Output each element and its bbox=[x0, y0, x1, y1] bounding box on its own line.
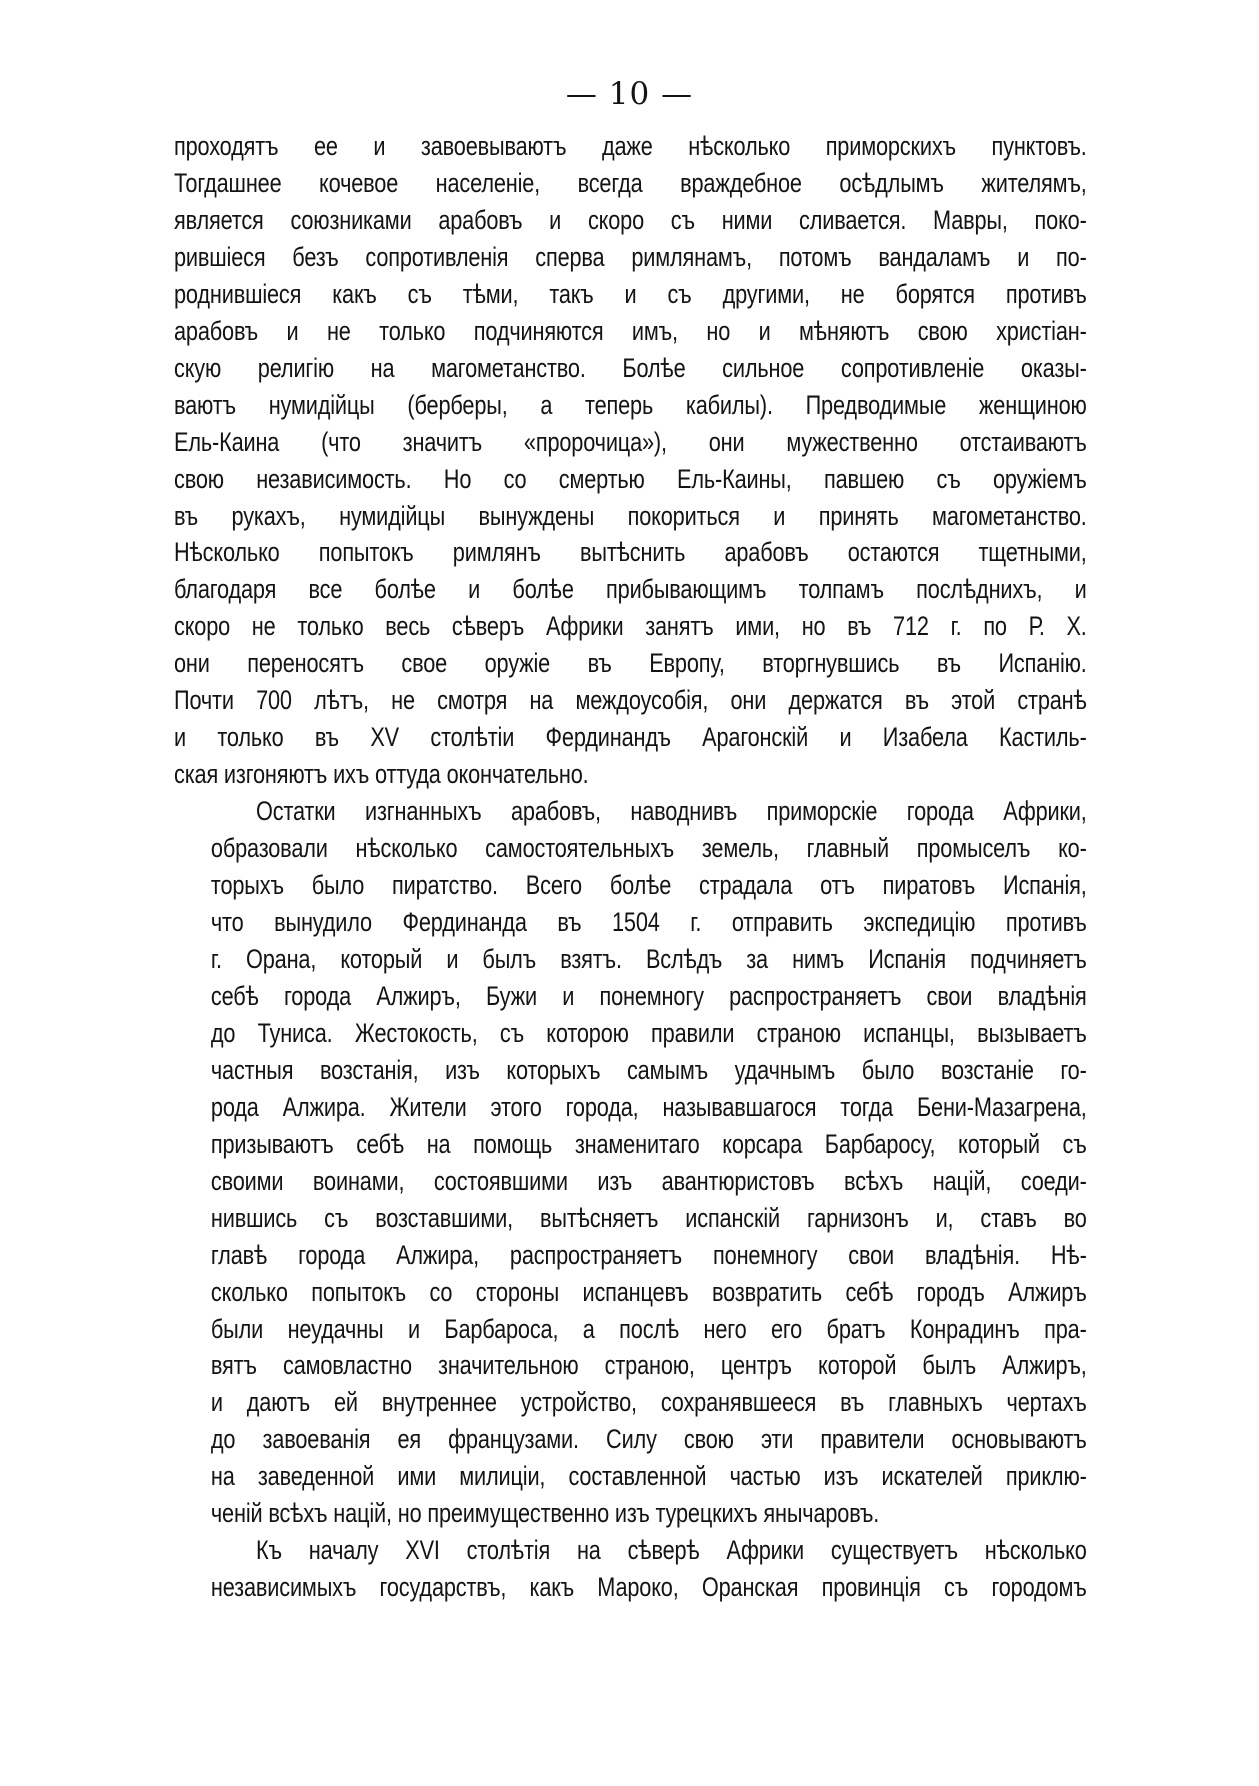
text-line: до завоеванія ея французами. Силу свою эти правители основываютъ bbox=[210, 1424, 1087, 1455]
page-number: — 10 — bbox=[565, 76, 694, 112]
text-line: Нѣсколько попытокъ римлянъ вытѣснить арабовъ остаются тщетными, bbox=[174, 537, 1087, 568]
text-line: благодаря все болѣе и болѣе прибывающимъ толпамъ послѣднихъ, и bbox=[174, 574, 1087, 605]
text-line: торыхъ было пиратство. Всего болѣе страдала отъ пиратовъ Испанія, bbox=[210, 870, 1087, 901]
text-line: свою независимость. Но со смертью Ель-Каины, павшею съ оружіемъ bbox=[174, 463, 1087, 494]
text-line: проходятъ ее и завоевываютъ даже нѣсколько приморскихъ пунктовъ. bbox=[174, 131, 1087, 161]
text-line: нившись съ возставшими, вытѣсняетъ испанскій гарнизонъ и, ставъ во bbox=[210, 1202, 1087, 1233]
text-line: призываютъ себѣ на помощь знаменитаго корсара Барбаросу, который съ bbox=[210, 1128, 1087, 1159]
text-line: были неудачны и Барбароса, а послѣ него его братъ Конрадинъ пра- bbox=[210, 1313, 1087, 1344]
text-line: частныя возстанія, изъ которыхъ самымъ удачнымъ было возстаніе го- bbox=[210, 1054, 1087, 1085]
text-line: сколько попытокъ со стороны испанцевъ возвратить себѣ городъ Алжиръ bbox=[210, 1276, 1087, 1307]
text-line: скую религію на магометанство. Болѣе сильное сопротивленіе оказы- bbox=[174, 352, 1087, 383]
text-line: на заведенной ими милиціи, составленной частью изъ искателей приклю- bbox=[210, 1461, 1087, 1492]
text-line: главѣ города Алжира, распространяетъ понемногу свои владѣнія. Нѣ- bbox=[210, 1239, 1087, 1270]
text-line: что вынудило Фердинанда въ 1504 г. отправить экспедицію противъ bbox=[210, 907, 1087, 938]
text-line: Къ началу XVI столѣтія на сѣверѣ Африки существуетъ нѣсколько bbox=[256, 1535, 1087, 1566]
text-line: и только въ XV столѣтіи Фердинандъ Арагонскій и Изабела Кастиль- bbox=[174, 722, 1087, 753]
text-line: и даютъ ей внутреннее устройство, сохранявшееся въ главныхъ чертахъ bbox=[210, 1387, 1087, 1418]
text-line: въ рукахъ, нумидійцы вынуждены покориться и принять магометанство. bbox=[174, 500, 1087, 531]
text-line: они переносятъ свое оружіе въ Европу, вторгнувшись въ Испанію. bbox=[174, 648, 1087, 679]
text-line: себѣ города Алжиръ, Бужи и понемногу распространяетъ свои владѣнія bbox=[210, 980, 1087, 1011]
body-text bbox=[174, 128, 1087, 1606]
text-line: арабовъ и не только подчиняются имъ, но и мѣняютъ свою христіан- bbox=[174, 315, 1087, 346]
text-column bbox=[174, 128, 1087, 1606]
text-line: ская изгоняютъ ихъ оттуда окончательно. bbox=[174, 759, 589, 790]
text-line: является союзниками арабовъ и скоро съ ними сливается. Мавры, поко- bbox=[174, 204, 1087, 235]
text-line: скоро не только весь сѣверъ Африки занятъ ими, но въ 712 г. по Р. Х. bbox=[174, 611, 1087, 642]
text-line: Почти 700 лѣтъ, не смотря на междоусобія, они держатся въ этой странѣ bbox=[174, 685, 1087, 716]
text-line: независимыхъ государствъ, какъ Мароко, Оранская провинція съ городомъ bbox=[210, 1572, 1087, 1603]
text-line: до Туниса. Жестокость, съ которою правили страною испанцы, вызываетъ bbox=[210, 1017, 1087, 1048]
text-line: роднившіеся какъ съ тѣми, такъ и съ другими, не борятся противъ bbox=[174, 278, 1087, 309]
text-line: ваютъ нумидійцы (берберы, а теперь кабилы). Предводимые женщиною bbox=[174, 389, 1087, 420]
paragraph bbox=[174, 793, 1087, 1532]
text-line: Тогдашнее кочевое населеніе, всегда враждебное осѣдлымъ жителямъ, bbox=[174, 167, 1087, 198]
text-line: образовали нѣсколько самостоятельныхъ земель, главный промыселъ ко- bbox=[210, 833, 1087, 864]
paragraph bbox=[174, 1532, 1087, 1606]
text-line: рившіеся безъ сопротивленія сперва римлянамъ, потомъ вандаламъ и по- bbox=[174, 241, 1087, 272]
text-line: ченій всѣхъ націй, но преимущественно изъ турецкихъ янычаровъ. bbox=[210, 1498, 880, 1529]
text-line: своими воинами, состоявшими изъ авантюристовъ всѣхъ націй, соеди- bbox=[210, 1165, 1087, 1196]
text-line: Ель-Каина (что значитъ «пророчица»), они мужественно отстаиваютъ bbox=[174, 426, 1087, 457]
text-line: Остатки изгнанныхъ арабовъ, наводнивъ приморскіе города Африки, bbox=[256, 796, 1087, 827]
text-line: вятъ самовластно значительною страною, центръ которой былъ Алжиръ, bbox=[210, 1350, 1087, 1381]
text-line: г. Орана, который и былъ взятъ. Вслѣдъ за нимъ Испанія подчиняетъ bbox=[210, 943, 1087, 974]
text-line: рода Алжира. Жители этого города, называвшагося тогда Бени-Мазагрена, bbox=[210, 1091, 1087, 1122]
paragraph bbox=[174, 128, 1087, 793]
